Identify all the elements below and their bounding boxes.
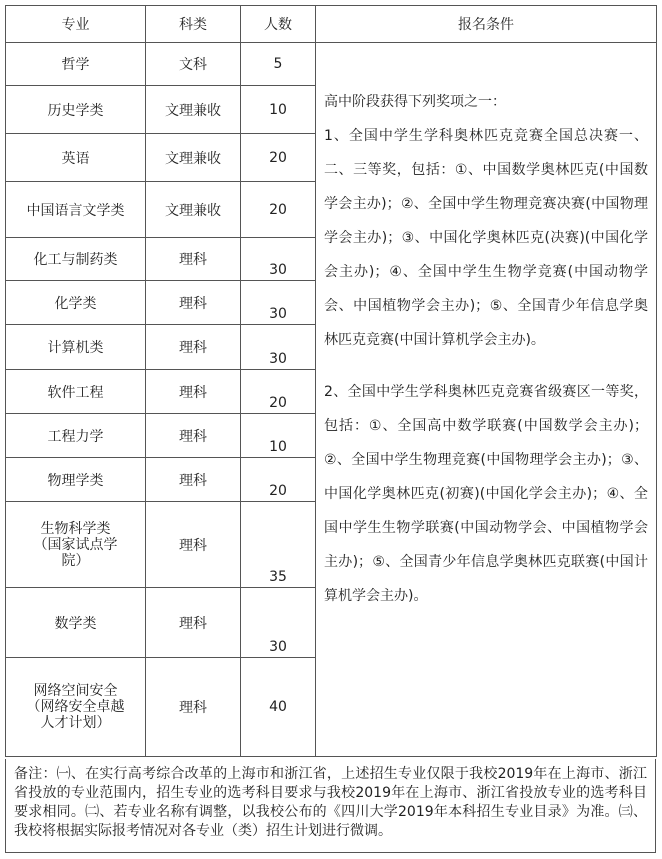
major-line: 网络空间安全 (33, 683, 118, 699)
category-cell: 理科 (146, 238, 241, 281)
major-line: （国家试点学 (33, 536, 118, 553)
major-cell: 计算机类 (6, 325, 146, 370)
category-cell: 理科 (146, 370, 241, 414)
table-header-row (6, 6, 657, 43)
major-cell: 软件工程 (6, 370, 146, 414)
major-line: 人才计划） (40, 715, 111, 731)
category-cell: 理科 (146, 658, 241, 757)
header-conditions: 报名条件 (316, 6, 657, 43)
major-cell: 历史学类 (6, 86, 146, 134)
category-cell: 理科 (146, 588, 241, 658)
count-cell: 20 (241, 458, 316, 502)
count-cell: 30 (241, 588, 316, 658)
category-cell: 理科 (146, 502, 241, 588)
major-line: 院） (61, 552, 90, 569)
major-cell (6, 502, 146, 588)
count-cell: 20 (241, 134, 316, 182)
category-cell: 理科 (146, 325, 241, 370)
major-line: 生物科学类 (40, 520, 111, 537)
count-cell: 30 (241, 325, 316, 370)
footnote: 备注：㈠、在实行高考综合改革的上海市和浙江省，上述招生专业仅限于我校2019年在上海市、浙江省投放的专业范围内，招生专业的选考科目要求与我校2019年在上海市、浙江省投放专业的选考科目要求相同。㈡、若专业名称有调整，以我校公布的《四川大学2019年本科招生专业目录》为准。㈢、我校将根据实际报考情况对各专业（类）招生计划进行微调。 (5, 759, 656, 853)
major-cell: 物理学类 (6, 458, 146, 502)
category-cell: 文理兼收 (146, 86, 241, 134)
conditions-part2: 2、全国中学生学科奥林匹克竞赛省级赛区一等奖，包括：①、全国高中数学联赛(中国数学会主办)；②、全国中学生物理竞赛(中国物理学会主办)；③、中国化学奥林匹克(初赛)(中国化学会主办)；④、全国中学生生物学联赛(中国动物学会、中国植物学会主办)；⑤、全国青少年信息学奥林匹克联赛(中国计算机学会主办)。 (324, 384, 648, 604)
count-cell: 30 (241, 238, 316, 281)
major-cell: 化学类 (6, 281, 146, 325)
count-cell: 40 (241, 658, 316, 757)
conditions-cell (316, 43, 657, 757)
major-cell: 中国语言文学类 (6, 182, 146, 238)
major-cell: 哲学 (6, 43, 146, 86)
count-cell: 35 (241, 502, 316, 588)
major-cell: 数学类 (6, 588, 146, 658)
category-cell: 文理兼收 (146, 134, 241, 182)
count-cell: 5 (241, 43, 316, 86)
major-cell: 工程力学 (6, 414, 146, 458)
table-row (6, 43, 657, 86)
header-major: 专业 (6, 6, 146, 43)
count-cell: 10 (241, 86, 316, 134)
admission-table (5, 5, 657, 757)
conditions-intro: 高中阶段获得下列奖项之一： (324, 94, 506, 110)
major-cell: 英语 (6, 134, 146, 182)
count-cell: 20 (241, 182, 316, 238)
major-line: （网络安全卓越 (26, 699, 125, 715)
conditions-part1: 1、全国中学生学科奥林匹克竞赛全国总决赛一、二、三等奖，包括：①、中国数学奥林匹克(中国数学会主办)；②、全国中学生物理竞赛决赛(中国物理学会主办)；③、中国化学奥林匹克(决赛)(中国化学会主办)；④、全国中学生生物学竞赛(中国动物学会、中国植物学会主办)；⑤、全国青少年信息学奥林匹克竞赛(中国计算机学会主办)。 (324, 128, 648, 348)
major-cell (6, 658, 146, 757)
category-cell: 文理兼收 (146, 182, 241, 238)
header-category: 科类 (146, 6, 241, 43)
category-cell: 理科 (146, 281, 241, 325)
count-cell: 30 (241, 281, 316, 325)
category-cell: 理科 (146, 414, 241, 458)
count-cell: 10 (241, 414, 316, 458)
major-cell: 化工与制药类 (6, 238, 146, 281)
category-cell: 理科 (146, 458, 241, 502)
header-count: 人数 (241, 6, 316, 43)
category-cell: 文科 (146, 43, 241, 86)
count-cell: 20 (241, 370, 316, 414)
